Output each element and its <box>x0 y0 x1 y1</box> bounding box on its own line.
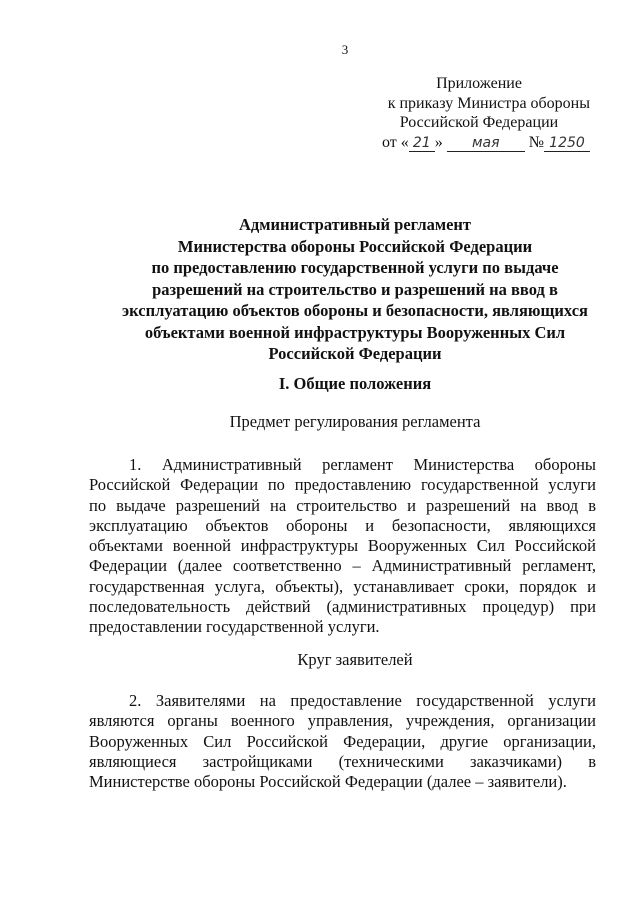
paragraph-1 <box>89 455 596 638</box>
subheading-applicants: Круг заявителей <box>297 650 413 669</box>
section-heading: I. Общие положения <box>278 374 432 393</box>
subheading-subject: Предмет регулирования регламента <box>229 412 481 431</box>
page-number: 3 <box>341 42 349 57</box>
paragraph-line: являются органы военного управления, учреждения, организации <box>89 711 596 731</box>
paragraph-line: являющиеся застройщиками (техническими заказчиками) в <box>89 751 596 771</box>
title-line: по предоставлению государственной услуги по выдаче <box>151 258 559 277</box>
date-month-handwritten: мая <box>447 136 525 152</box>
title-line: эксплуатацию объектов обороны и безопасности, являющихся <box>122 301 588 320</box>
paragraph-2 <box>89 691 596 792</box>
date-day-handwritten: 21 <box>409 136 435 152</box>
number-prefix: № <box>528 133 544 151</box>
paragraph-line: Министерстве обороны Российской Федерации (далее – заявители). <box>89 772 567 792</box>
paragraph-line: эксплуатацию объектов обороны и безопасности, являющихся <box>89 515 596 535</box>
paragraph-line: предоставлении государственной услуги. <box>89 617 380 637</box>
paragraph-line: по выдаче разрешений на строительство и разрешений на ввод в <box>89 495 596 515</box>
paragraph-line: последовательность действий (административных процедур) при <box>89 597 596 617</box>
appendix-label: Приложение <box>436 75 522 92</box>
paragraph-line: Вооруженных Сил Российской Федерации, другие организации, <box>89 731 596 751</box>
paragraph-line: Федерации (далее соответственно – Административный регламент, <box>89 556 596 576</box>
document-title <box>60 214 640 365</box>
paragraph-line: Российской Федерации по предоставлению государственной услуги <box>89 475 596 495</box>
title-line: Административный регламент <box>238 215 472 234</box>
paragraph-line: объектами военной инфраструктуры Вооруженных Сил Российской <box>89 536 596 556</box>
appendix-date-line <box>330 133 590 153</box>
paragraph-line: 2. Заявителями на предоставление государственной услуги <box>129 691 596 710</box>
date-mid: » <box>434 133 447 151</box>
title-line: Министерства обороны Российской Федерации <box>177 236 533 256</box>
date-prefix: от « <box>381 133 409 151</box>
paragraph-line: государственная услуга, объекты), устанавливает сроки, порядок и <box>89 576 596 596</box>
title-line: разрешений на строительство и разрешений на ввод в <box>152 279 558 299</box>
order-number-handwritten: 1250 <box>544 136 590 152</box>
appendix-order-line: к приказу Министра обороны <box>387 94 590 112</box>
appendix-federation-line: Российской Федерации <box>399 114 559 131</box>
title-line: объектами военной инфраструктуры Вооруженных Сил <box>144 322 566 342</box>
appendix-block <box>330 74 590 152</box>
paragraph-line: 1. Административный регламент Министерства обороны <box>129 455 596 474</box>
title-line: Российской Федерации <box>268 344 442 363</box>
